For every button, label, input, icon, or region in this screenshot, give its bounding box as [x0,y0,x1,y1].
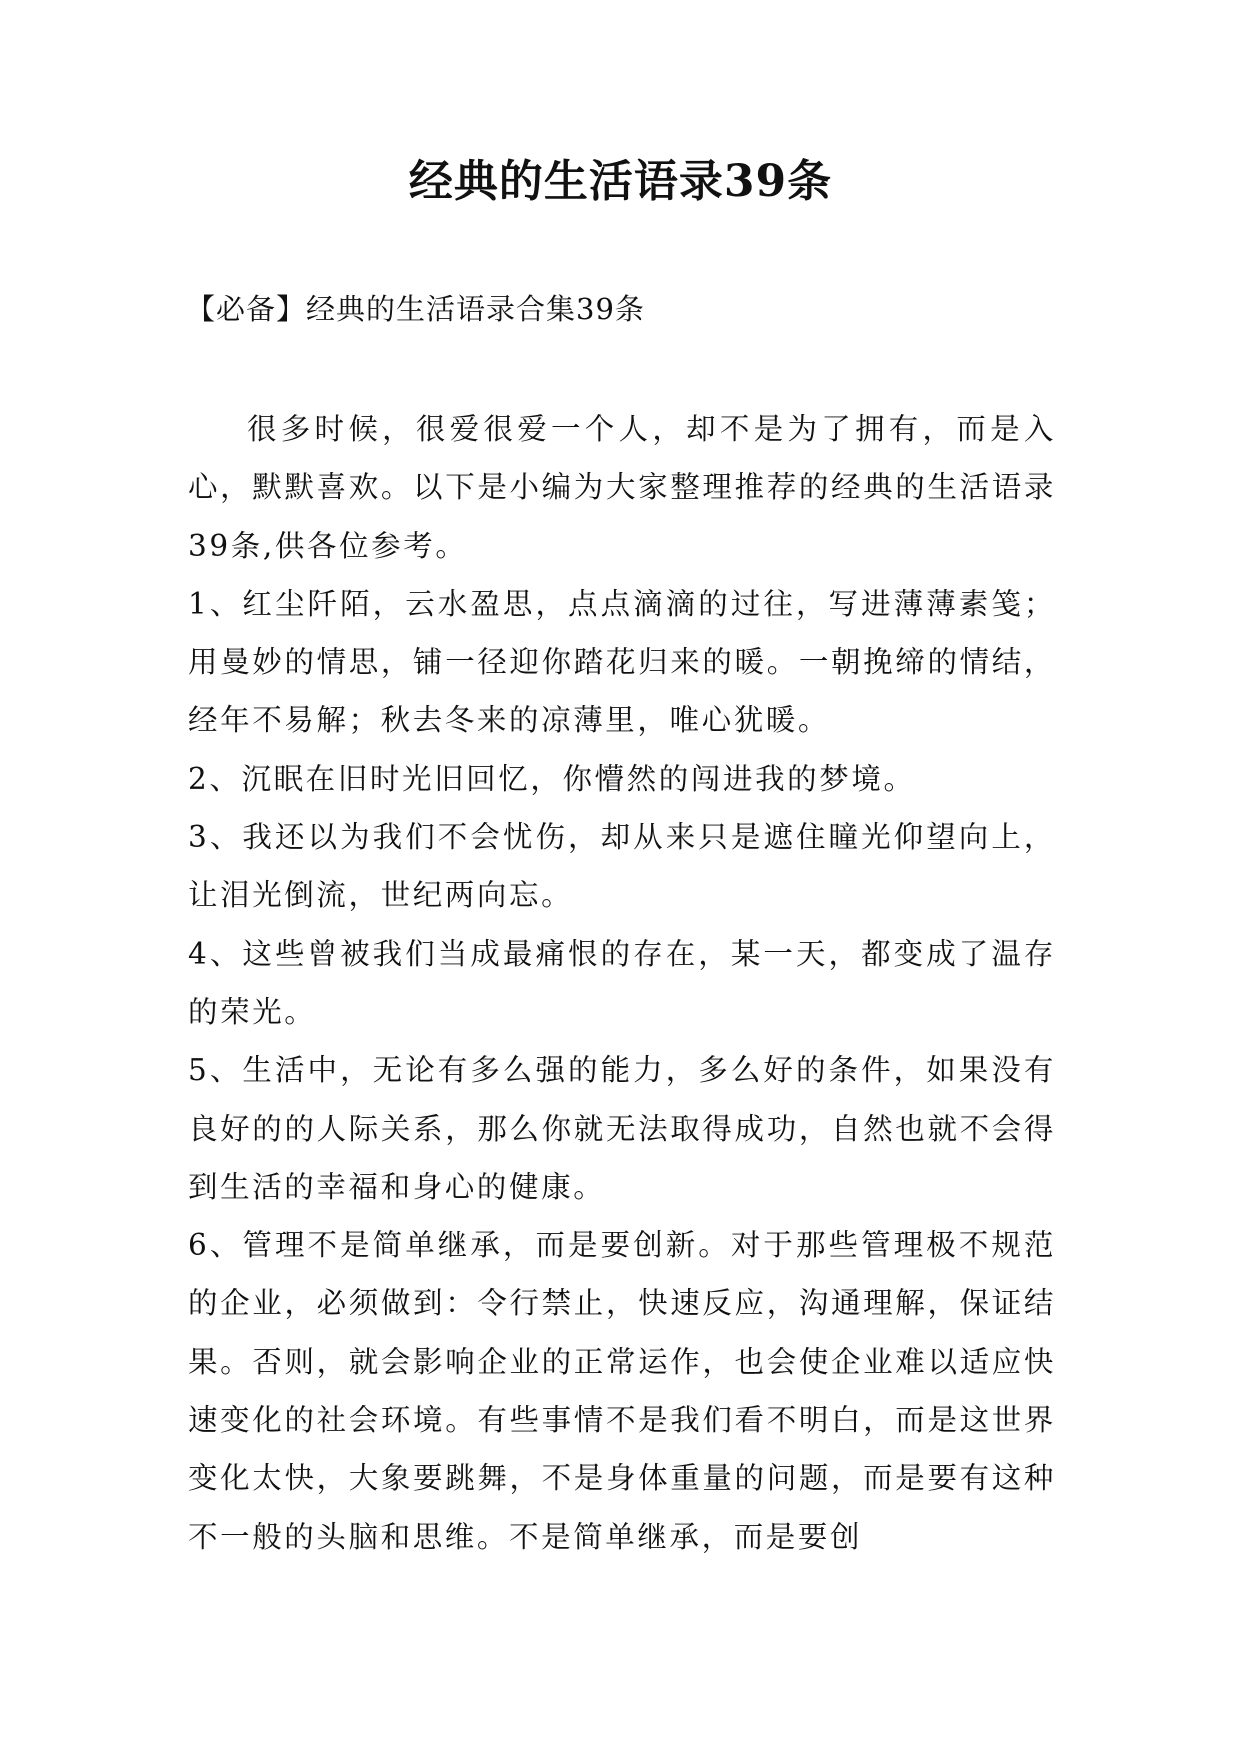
quote-paragraph-1: 1、红尘阡陌，云水盈思，点点滴滴的过往，写进薄薄素笺；用曼妙的情思，铺一径迎你踏花归来的暖。一朝挽缔的情结，经年不易解；秋去冬来的凉薄里，唯心犹暖。 [188,586,1056,738]
quote-paragraph-3: 3、我还以为我们不会忧伤，却从来只是遮住瞳光仰望向上，让泪光倒流，世纪两向忘。 [188,820,1056,913]
quote-paragraph-5: 5、生活中，无论有多么强的能力，多么好的条件，如果没有良好的的人际关系，那么你就无法取得成功，自然也就不会得到生活的幸福和身心的健康。 [188,1053,1056,1204]
document-body [188,400,1056,1566]
quote-paragraph-6: 6、管理不是简单继承，而是要创新。对于那些管理极不规范的企业，必须做到：令行禁止，快速反应，沟通理解，保证结果。否则，就会影响企业的正常运作，也会使企业难以适应快速变化的社会环境。有些事情不是我们看不明白，而是这世界变化太快，大象要跳舞，不是身体重量的问题，而是要有这种不一般的头脑和思维。不是简单继承，而是要创 [188,1228,1056,1554]
intro-paragraph: 很多时候，很爱很爱一个人，却不是为了拥有，而是入心，默默喜欢。以下是小编为大家整理推荐的经典的生活语录39条,供各位参考。 [188,412,1056,563]
document-title: 经典的生活语录39条 [408,156,833,207]
document-subtitle: 【必备】经典的生活语录合集39条 [186,292,645,326]
quote-paragraph-4: 4、这些曾被我们当成最痛恨的存在，某一天，都变成了温存的荣光。 [188,936,1056,1029]
quote-paragraph-2: 2、沉眠在旧时光旧回忆，你懵然的闯进我的梦境。 [188,761,916,796]
